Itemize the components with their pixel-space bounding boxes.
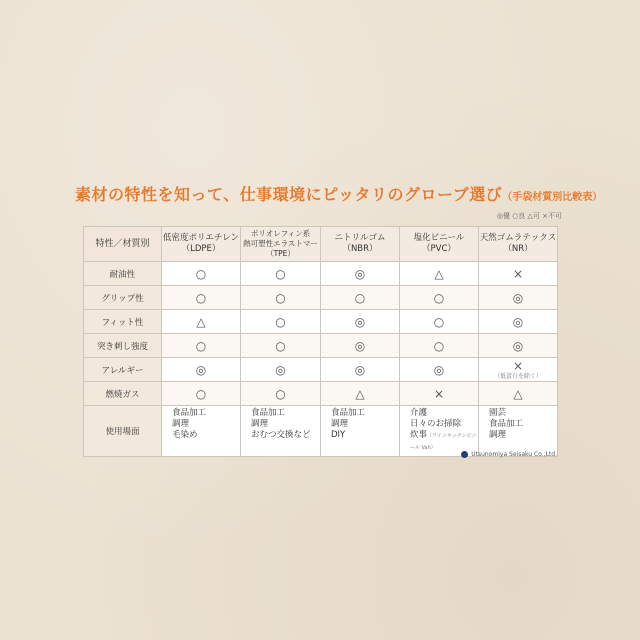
rating-cell: ○ bbox=[400, 310, 479, 334]
corner-header: 特性／材質別 bbox=[84, 227, 162, 262]
col-abbr: （PVC） bbox=[422, 244, 456, 254]
use-case-cell bbox=[162, 406, 241, 457]
use-note: （ワインキッチンビニール Vah） bbox=[410, 433, 477, 451]
use-item: 食品加工 bbox=[172, 408, 207, 418]
page-title bbox=[75, 182, 603, 205]
rating-cell: ◎ bbox=[321, 334, 400, 358]
table-row bbox=[84, 334, 558, 358]
row-label: 耐油性 bbox=[84, 262, 162, 286]
use-item: 炊事 bbox=[410, 430, 428, 440]
rating-legend: ◎優 ○良 △可 ×不可 bbox=[496, 212, 562, 220]
rating-cell: ◎ bbox=[479, 310, 558, 334]
rating-cell: ○ bbox=[241, 334, 321, 358]
table-row bbox=[84, 262, 558, 286]
title-main: 素材の特性を知って、仕事環境にピッタリのグローブ選び bbox=[75, 185, 503, 204]
col-name: 塩化ビニール bbox=[413, 233, 465, 243]
table-row bbox=[84, 310, 558, 334]
column-header-nbr bbox=[321, 227, 400, 262]
rating-cell: ◎ bbox=[321, 358, 400, 382]
use-item: 調理 bbox=[172, 419, 190, 429]
company-logo-icon bbox=[461, 451, 468, 458]
rating-cell: △ bbox=[479, 382, 558, 406]
use-item: 介護 bbox=[410, 408, 428, 418]
use-item: 調理 bbox=[489, 430, 507, 440]
rating-cell: × bbox=[400, 382, 479, 406]
table-row bbox=[84, 358, 558, 382]
rating-cell: × bbox=[479, 262, 558, 286]
rating-cell: ◎ bbox=[479, 286, 558, 310]
rating-cell: ◎ bbox=[321, 310, 400, 334]
column-header-pvc bbox=[400, 227, 479, 262]
company-credit bbox=[461, 451, 557, 458]
row-label: グリップ性 bbox=[84, 286, 162, 310]
rating-cell: ◎ bbox=[321, 262, 400, 286]
row-label: 使用場面 bbox=[84, 406, 162, 457]
rating-cell: △ bbox=[162, 310, 241, 334]
title-sub: （手袋材質別比較表） bbox=[502, 192, 603, 203]
use-case-cell bbox=[400, 406, 479, 457]
rating-cell: ○ bbox=[162, 262, 241, 286]
row-label: 燃焼ガス bbox=[84, 382, 162, 406]
rating-cell: ○ bbox=[241, 286, 321, 310]
use-item: DIY bbox=[331, 430, 346, 440]
rating-cell: ○ bbox=[241, 382, 321, 406]
use-item: 食品加工 bbox=[251, 408, 286, 418]
use-item: 調理 bbox=[331, 419, 349, 429]
rating-cell: ◎ bbox=[162, 358, 241, 382]
row-label: 突き刺し強度 bbox=[84, 334, 162, 358]
table-row bbox=[84, 286, 558, 310]
use-item: 日々のお掃除 bbox=[410, 419, 462, 429]
rating-cell: ○ bbox=[400, 334, 479, 358]
header-row bbox=[84, 227, 558, 262]
rating-cell: ○ bbox=[321, 286, 400, 310]
rating-cell: △ bbox=[321, 382, 400, 406]
use-item: 食品加工 bbox=[489, 419, 524, 429]
use-item: 毛染め bbox=[172, 430, 198, 440]
company-name: Utsunomiya Seisaku Co.,Ltd. bbox=[471, 451, 557, 458]
column-header-nr bbox=[479, 227, 558, 262]
col-name: ニトリルゴム bbox=[334, 233, 386, 243]
use-item: 調理 bbox=[251, 419, 269, 429]
rating-cell: ◎ bbox=[400, 358, 479, 382]
rating-cell: ○ bbox=[162, 382, 241, 406]
use-case-row bbox=[84, 406, 558, 457]
rating-cell: ○ bbox=[400, 286, 479, 310]
col-abbr: （TPE） bbox=[266, 249, 295, 258]
rating-cell: ○ bbox=[162, 286, 241, 310]
rating-cell-with-note bbox=[479, 358, 558, 382]
table-row bbox=[84, 382, 558, 406]
use-item: 食品加工 bbox=[331, 408, 366, 418]
rating-note: （低蛋白を除く） bbox=[493, 372, 542, 380]
row-label: フィット性 bbox=[84, 310, 162, 334]
col-abbr: （LDPE） bbox=[181, 244, 221, 254]
use-case-cell bbox=[241, 406, 321, 457]
column-header-ldpe bbox=[162, 227, 241, 262]
comparison-table bbox=[83, 226, 558, 457]
col-abbr: （NR） bbox=[503, 244, 533, 254]
rating-cell: ○ bbox=[162, 334, 241, 358]
col-name-2: 熱可塑性エラストマー bbox=[243, 239, 318, 248]
col-name: ポリオレフィン系 bbox=[250, 229, 311, 238]
row-label: アレルギー bbox=[84, 358, 162, 382]
col-abbr: （NBR） bbox=[342, 244, 378, 254]
col-name: 天然ゴムラテックス bbox=[479, 233, 557, 243]
rating-cell: ◎ bbox=[241, 358, 321, 382]
rating-cell: △ bbox=[400, 262, 479, 286]
rating-cell: ◎ bbox=[479, 334, 558, 358]
use-case-cell bbox=[321, 406, 400, 457]
use-case-cell bbox=[479, 406, 558, 457]
column-header-tpe bbox=[241, 227, 321, 262]
col-name: 低密度ポリエチレン bbox=[163, 233, 239, 243]
rating-cell: ○ bbox=[241, 262, 321, 286]
use-item: 園芸 bbox=[489, 408, 507, 418]
use-item: おむつ交換など bbox=[251, 430, 311, 440]
rating-symbol: × bbox=[512, 358, 524, 373]
rating-cell: ○ bbox=[241, 310, 321, 334]
